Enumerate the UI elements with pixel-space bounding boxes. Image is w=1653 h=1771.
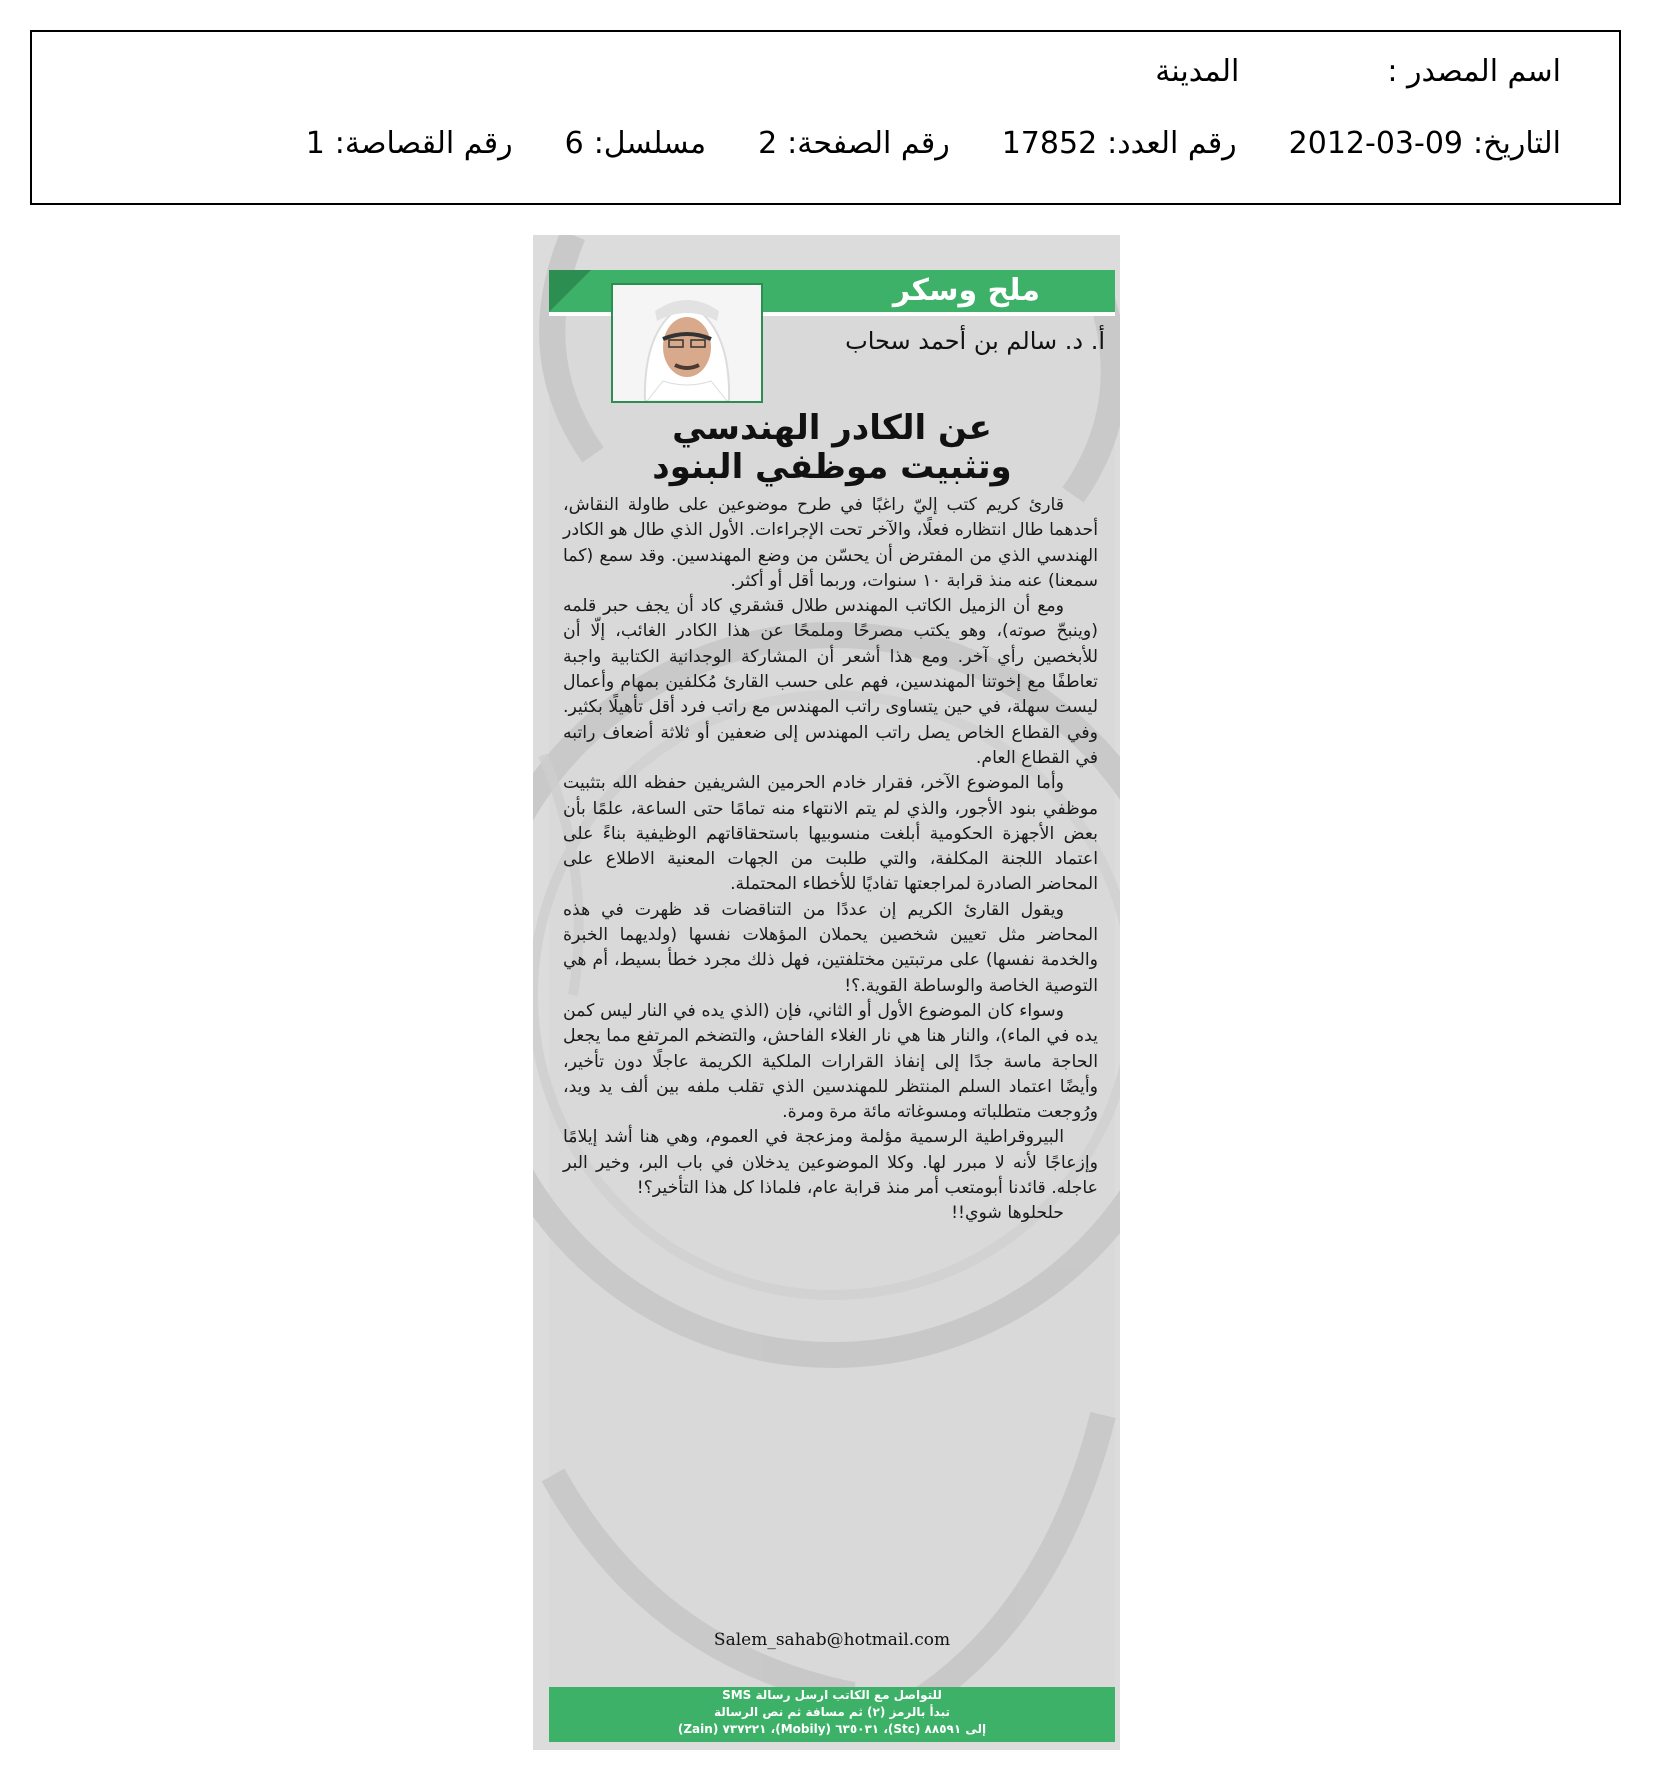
date-value: 2012-03-09	[1288, 126, 1464, 161]
serial-value: 6	[564, 126, 584, 161]
footer-line-3: إلى ٨٨٥٩١ (Stc)، ٦٣٥٠٣١ (Mobily)، ٧٣٧٢٢١ (Zain)	[677, 1722, 987, 1736]
newspaper-clipping	[533, 235, 1120, 1750]
clip-number-value: 1	[305, 126, 325, 161]
issue-value: 17852	[1001, 126, 1098, 161]
date-label: التاريخ:	[1473, 126, 1561, 161]
article-paragraph: البيروقراطية الرسمية مؤلمة ومزعجة في العموم، وهي هنا أشد إيلامًا وإزعاجًا لأنه لا مبرر لها. وكلا الموضوعين يدخلان في باب البر، وخير البر عاجله. قائدنا أبومتعب أمر منذ قرابة عام، فلماذا كل هذا التأخير؟!	[563, 1127, 1098, 1199]
article-paragraph: وأما الموضوع الآخر، فقرار خادم الحرمين الشريفين حفظه الله بتثبيت موظفي بنود الأجور، والذي لم يتم الانتهاء منه تمامًا حتى الساعة، علمًا بأن بعض الأجهزة الحكومية أبلغت منسوبيها باستحقاقاتهم الوظيفية بناءً على اعتماد اللجنة المكلفة، والتي طلبت من الجهات المعنية الاطلاع على المحاضر الصادرة لمراجعتها تفاديًا للأخطاء المحتملة.	[563, 773, 1098, 895]
footer-line-1: للتواصل مع الكاتب ارسل رسالة SMS	[722, 1688, 942, 1702]
headline-line-2: وتثبيت موظفي البنود	[652, 447, 1012, 487]
page-label: رقم الصفحة:	[787, 126, 950, 161]
article-paragraph: وسواء كان الموضوع الأول أو الثاني، فإن (الذي يده في النار ليس كمن يده في الماء)، والنار هنا هي نار الغلاء الفاحش، والتضخم المرتفع مما يجعل الحاجة ماسة جدًا إلى إنفاذ القرارات الملكية الكريمة عاجلًا دون تأخير، وأيضًا اعتماد السلم المنتظر للمهندسين الذي تقلب ملفه بين ألف يد ويد، ورُوجعت متطلباته ومسوغاته مائة مرة ومرة.	[563, 1000, 1098, 1123]
source-info-box	[30, 30, 1621, 205]
article-closing-line: حلحلوها شوي!!	[951, 1203, 1064, 1224]
sms-contact-footer	[549, 1687, 1115, 1742]
column-header-corner	[549, 270, 591, 312]
article-paragraph: ويقول القارئ الكريم إن عددًا من التناقضات قد ظهرت في هذه المحاضر مثل تعيين شخصين يحملان المؤهلات نفسها (ولديهما الخبرة والخدمة نفسها) على مرتبتين مختلفتين، فهل ذلك مجرد خطأ بسيط، أم هي التوصية الخاصة والوساطة القوية.؟!	[563, 899, 1098, 996]
author-name: أ. د. سالم بن أحمد سحاب	[845, 327, 1105, 355]
article-paragraph: ومع أن الزميل الكاتب المهندس طلال قشقري كاد أن يجف حبر قلمه (وينبحّ صوته)، وهو يكتب مصرحًا وملمحًا عن هذا الكادر الغائب، إلّا أن للأبخصين رأي آخر. ومع هذا أشعر أن المشاركة الوجدانية الكتابية واجبة تعاطفًا مع إخوتنا المهندسين، فهم على حسب القارئ مُكلفين بمهام وأعمال ليست سهلة، في حين يتساوى راتب المهندس مع راتب فرد أقل تأهيلًا بكثير. وفي القطاع الخاص يصل راتب المهندس إلى ضعفين أو ثلاثة أضعاف راتبه في القطاع العام.	[563, 596, 1098, 768]
footer-line-2: تبدأ بالرمز (٢) ثم مسافة ثم نص الرسالة	[713, 1705, 951, 1719]
clip-number-label: رقم القصاصة:	[334, 126, 513, 161]
author-portrait-image	[613, 285, 761, 401]
source-row	[1155, 54, 1561, 89]
author-photo	[611, 283, 763, 403]
article-body	[563, 493, 1098, 1227]
issue-label: رقم العدد:	[1107, 126, 1237, 161]
serial-label: مسلسل:	[593, 126, 707, 161]
article-paragraph: قارئ كريم كتب إليّ راغبًا في طرح موضوعين على طاولة النقاش، أحدهما طال انتظاره فعلًا، والآخر تحت الإجراءات. الأول الذي طال هو الكادر الهندسي الذي من المفترض أن يحسّن من وضع المهندسين. وقد سمع (كما سمعنا) عنه منذ قرابة ١٠ سنوات، وربما أقل أو أكثر.	[563, 495, 1098, 591]
author-email: Salem_sahab@hotmail.com	[713, 1630, 951, 1650]
page-value: 2	[758, 126, 778, 161]
source-label: اسم المصدر :	[1387, 54, 1561, 89]
column-name: ملح وسكر	[892, 273, 1040, 308]
source-value: المدينة	[1155, 54, 1240, 89]
metadata-row	[306, 126, 1561, 161]
headline-line-1: عن الكادر الهندسي	[672, 408, 992, 448]
